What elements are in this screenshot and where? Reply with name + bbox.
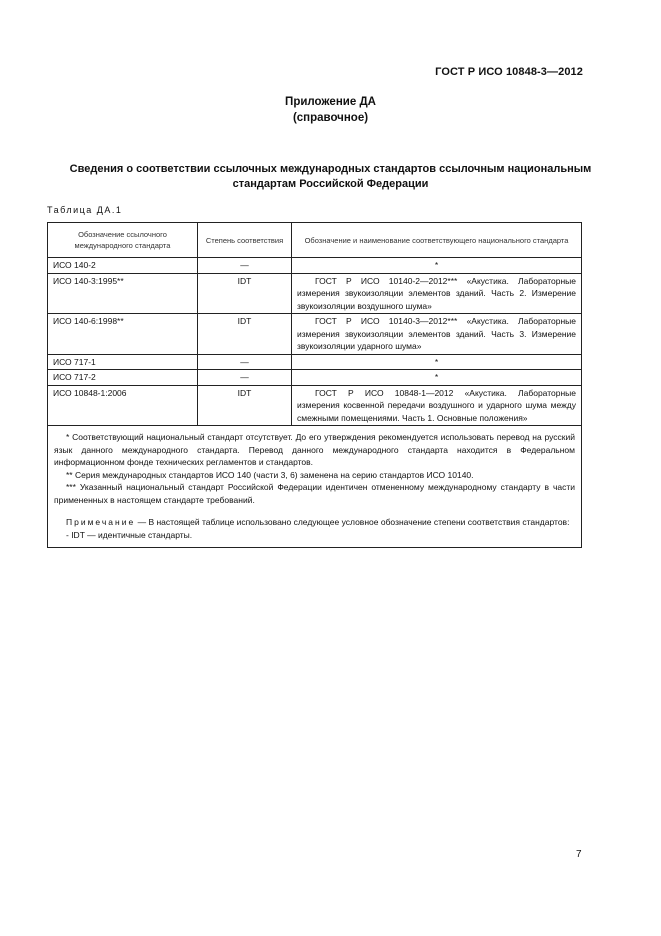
national-standard-cell <box>292 370 582 386</box>
table-row <box>48 354 582 370</box>
degree-cell: IDT <box>198 314 292 355</box>
table-row <box>48 258 582 274</box>
international-standard-cell: ИСО 717-2 <box>48 370 198 386</box>
section-title-line-2: стандартам Российской Федерации <box>232 178 429 190</box>
remark-item: - IDT — идентичные стандарты. <box>66 529 193 540</box>
column-header-international: Обозначение ссылочного международного стандарта <box>48 223 198 258</box>
table-row <box>48 273 582 314</box>
national-standard-cell: ГОСТ Р ИСО 10140-3—2012*** «Акустика. Лабораторные измерения звукоизоляции элементов зданий. Часть 3. Измерение звукоизоляции ударного шума» <box>292 314 582 355</box>
degree-cell: — <box>198 370 292 386</box>
table-notes-row <box>48 426 582 548</box>
column-header-national: Обозначение и наименование соответствующего национального стандарта <box>292 223 582 258</box>
appendix-subtitle: (справочное) <box>292 112 369 124</box>
national-standard-text: * <box>434 260 439 270</box>
column-header-degree: Степень соответствия <box>198 223 292 258</box>
international-standard-cell: ИСО 140-6:1998** <box>48 314 198 355</box>
national-standard-cell: ГОСТ Р ИСО 10848-1—2012 «Акустика. Лабораторные измерения косвенной передачи воздушного и ударного шума между смежными помещениями. Часть 1. Основные положения» <box>292 385 582 426</box>
section-title-line-1: Сведения о соответствии ссылочных международных стандартов ссылочным национальным <box>69 163 592 175</box>
degree-cell: — <box>198 258 292 274</box>
international-standard-cell: ИСО 140-3:1995** <box>48 273 198 314</box>
remark-label: Примечание <box>66 517 136 527</box>
national-standard-cell <box>292 354 582 370</box>
international-standard-cell: ИСО 10848-1:2006 <box>48 385 198 426</box>
appendix-title: Приложение ДА <box>285 96 376 108</box>
table-row <box>48 370 582 386</box>
footnote-triple-asterisk: *** Указанный национальный стандарт Российской Федерации идентичен отмененному международному стандарту в части примененных в настоящем стандарте требований. <box>54 482 575 505</box>
national-standard-text: * <box>434 356 439 367</box>
appendix-heading <box>0 94 661 126</box>
table-row <box>48 314 582 355</box>
degree-cell: IDT <box>198 385 292 426</box>
national-standard-cell: ГОСТ Р ИСО 10140-2—2012*** «Акустика. Лабораторные измерения звукоизоляции элементов зданий. Часть 2. Измерение звукоизоляции воздушного шума» <box>292 273 582 314</box>
section-title <box>40 162 621 192</box>
degree-cell: — <box>198 354 292 370</box>
document-code: ГОСТ Р ИСО 10848-3—2012 <box>435 66 583 78</box>
remark-text: — В настоящей таблице использовано следующее условное обозначение степени соответствия стандартов: <box>137 517 570 527</box>
table-header-row <box>48 223 582 258</box>
degree-cell: IDT <box>198 273 292 314</box>
footnote-single-asterisk: * Соответствующий национальный стандарт отсутствует. До его утверждения рекомендуется использовать перевод на русский язык данного международного стандарта. Перевод данного международного стандарта находится в Федеральном информационном фонде технических регламентов и стандартов. <box>54 432 575 467</box>
table-notes-cell <box>48 426 582 548</box>
international-standard-cell: ИСО 717-1 <box>48 354 198 370</box>
table-row <box>48 385 582 426</box>
page-number: 7 <box>576 849 582 860</box>
table-caption: Таблица ДА.1 <box>47 205 123 215</box>
international-standard-cell: ИСО 140-2 <box>48 258 198 274</box>
national-standard-cell <box>292 258 582 274</box>
table-remark <box>54 516 575 529</box>
footnote-double-asterisk: ** Серия международных стандартов ИСО 140 (части 3, 6) заменена на серию стандартов ИСО 10140. <box>66 469 474 480</box>
correspondence-table <box>47 222 582 548</box>
national-standard-text: * <box>434 372 439 382</box>
